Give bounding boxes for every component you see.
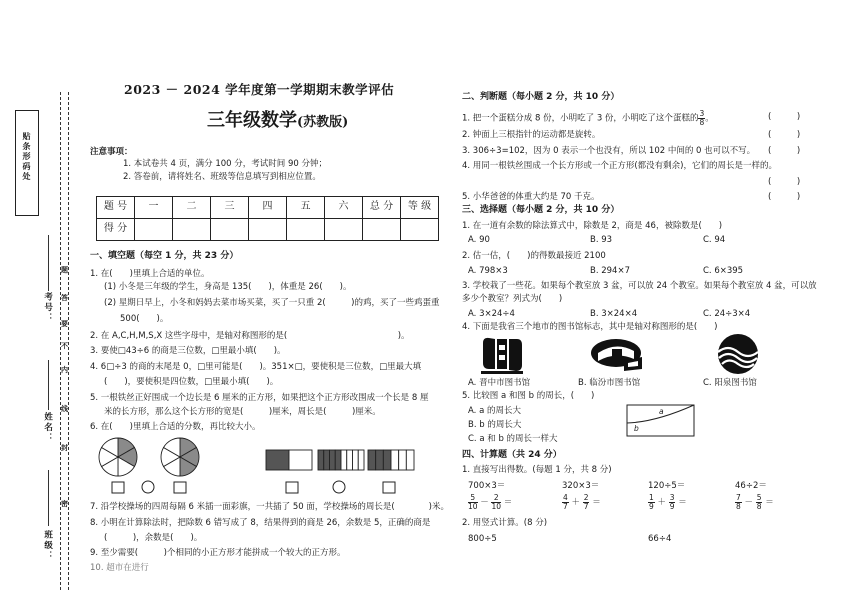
fraction-bar-c [368,450,414,470]
fraction-calc-item[interactable] [562,494,601,510]
question-text: 9. 至少需要( )个相同的小正方形才能拼成一个较大的正方形。 [90,548,346,558]
score-cell: 题 号 [97,197,135,219]
fraction [669,494,676,510]
question-text: 2. 用竖式计算。(8 分) [462,518,548,528]
question-text: 2. 钟面上三根指针的运动都是旋转。 [462,130,601,140]
score-input-cell[interactable] [211,219,249,241]
question-text: 多少个教室？列式为( ) [462,294,563,304]
fraction [648,494,655,510]
seal-line-inner [68,92,69,590]
answer-paren[interactable]: ( ) [768,177,801,187]
section3-heading: 三、选择题（每小题 2 分，共 10 分） [462,205,620,215]
class-label: 班级： [42,530,53,562]
score-table-header-row [97,197,439,219]
vertical-calc-item[interactable]: 66÷4 [648,534,672,544]
fraction-segment [376,450,384,470]
option-b[interactable]: B. 3×24×4 [590,309,638,319]
question-text: 4. 用同一根铁丝围成一个长方形或一个正方形(都没有剩余)，它们的周长是一样的。 [462,161,777,171]
seal-word: 题 [61,266,68,274]
barcode-label: 贴条形码处 [22,132,31,182]
option-b[interactable]: B. b 的周长大 [468,420,522,430]
score-input-cell[interactable] [401,219,439,241]
question-text: 4. 下面是我省三个地市的图书馆标志，其中是轴对称图形的是( ) [462,322,718,332]
seal-word: 要 [61,320,68,328]
score-input-cell[interactable] [173,219,211,241]
fraction-numerator: 3 [699,109,705,118]
equals-sign: ＝ [678,497,687,508]
calc-item[interactable]: 320×3＝ [562,481,600,491]
fraction-denominator: 7 [563,501,568,511]
question-text: ( )，余数是( )。 [104,533,203,543]
score-cell: 六 [325,197,363,219]
operator: ＋ [571,497,580,508]
score-cell: 三 [211,197,249,219]
option-c[interactable]: C. 24÷3×4 [703,309,751,319]
fraction-segment [266,450,289,470]
answer-box[interactable] [286,482,298,493]
option-c[interactable]: C. 94 [703,235,726,245]
fraction [491,494,501,510]
equals-sign: ＝ [592,497,601,508]
fraction-segment [399,450,407,470]
question-text [462,110,714,126]
exam-subtitle [207,110,348,133]
question-text: (2) 星期日早上，小冬和妈妈去菜市场买菜，买了一只重 2( )的鸡，买了一些鸡蛋重 [104,298,440,308]
fraction-denominator: 9 [649,501,654,511]
question-text: 6. 在( )里填上合适的分数，再比较大小。 [90,422,261,432]
question-text: 1. 把一个蛋糕分成 8 份，小明吃了 3 份，小明吃了这个蛋糕的 [462,113,699,124]
exam-no-label: 考号： [42,292,53,324]
option-c[interactable]: C. a 和 b 的周长一样大 [468,434,558,444]
fraction-calc-item[interactable] [468,494,512,510]
option-a[interactable]: A. 3×24÷4 [468,309,515,319]
fraction-segment [347,450,353,470]
seal-word: 内 [61,366,68,374]
option-b[interactable]: B. 93 [590,235,613,245]
option-a[interactable]: A. a 的周长大 [468,406,521,416]
fraction-numerator: 5 [756,493,762,502]
calc-item[interactable]: 700×3＝ [468,481,506,491]
fraction-numerator: 4 [563,493,568,502]
option-a[interactable]: A. 798×3 [468,266,508,276]
answer-paren[interactable]: ( ) [768,192,801,202]
seal-line-outer [60,92,61,590]
score-table-score-row [97,219,439,241]
fraction-numerator: 7 [736,493,741,502]
fraction-segment [341,450,347,470]
fraction-segment [391,450,399,470]
question-text: 1. 在( )里填上合适的单位。 [90,269,210,279]
answer-paren[interactable]: ( ) [768,146,801,156]
fraction-numerator: 3 [669,493,675,502]
score-cell: 得 分 [97,219,135,241]
question-text: 7. 沿学校操场的四周每隔 6 米插一面彩旗，一共插了 50 面，学校操场的周长是( )米。 [90,502,449,512]
fraction-denominator: 7 [583,501,589,511]
seal-word: 线 [61,405,68,413]
equals-sign: ＝ [503,497,513,508]
question-text: (1) 小冬是三年级的学生，身高是 135( )，体重是 26( )。 [104,282,352,292]
linfen-library-logo [588,335,644,375]
fraction-calc-item[interactable] [648,494,687,510]
fraction-segment [383,450,391,470]
fraction-figures [96,436,426,494]
answer-paren[interactable]: ( ) [768,112,801,122]
score-input-cell[interactable] [325,219,363,241]
fraction-segment [406,450,414,470]
section1-heading: 一、填空题（每空 1 分，共 23 分） [90,251,239,261]
fraction-segment [324,450,330,470]
option-c[interactable]: C. 6×395 [703,266,744,276]
option-b[interactable]: B. 294×7 [590,266,630,276]
option-a[interactable]: A. 晋中市图书馆 [468,378,531,388]
seal-word: 不 [61,342,68,350]
exam-title: 2023 － 2024 学年度第一学期期末教学评估 [124,82,395,97]
name-underline [48,360,49,410]
seal-word: 答 [61,294,68,302]
figure-label-a: a [659,407,664,416]
fraction-denominator: 8 [699,117,705,127]
edition-label: (苏教版) [297,115,349,130]
subject-title: 三年级数学 [207,110,297,131]
fraction-bar-b [318,450,364,470]
seal-word: 封 [61,444,68,452]
fraction-calc-item[interactable] [735,494,774,510]
score-cell: 一 [135,197,173,219]
answer-box[interactable] [174,482,186,493]
fraction-numerator: 2 [491,494,501,503]
notes-item: 2. 答卷前，请将姓名、班级等信息填写到相应位置。 [123,172,321,182]
score-cell: 总 分 [363,197,401,219]
fraction-denominator: 9 [669,501,675,511]
compare-circle[interactable] [333,481,345,493]
fraction [735,494,742,510]
question-text: 5. 一根铁丝正好围成一个边长是 6 厘米的正方形，如果把这个正方形改围成一个长是 8 厘 [90,393,429,403]
equals-sign: ＝ [765,497,774,508]
fraction [583,494,590,510]
fraction-circle-a [99,438,137,476]
option-b[interactable]: B. 临汾市图书馆 [578,378,641,388]
notes-item: 1. 本试卷共 4 页，满分 100 分，考试时间 90 分钟； [123,159,327,169]
fraction-segment [353,450,359,470]
fraction-segment [330,450,336,470]
yangquan-library-logo [716,332,760,376]
fraction-segment [368,450,376,470]
answer-paren[interactable]: ( ) [768,130,801,140]
fraction [756,494,763,510]
section2-heading: 二、判断题（每小题 2 分，共 10 分） [462,92,620,102]
fraction-denominator: 10 [468,501,478,511]
operator: － [744,497,753,508]
question-text: 2. 在 A,C,H,M,S,X 这些字母中，是轴对称图形的是( )。 [90,331,410,341]
question-text: 2. 估一估，( )的得数最接近 2100 [462,251,606,261]
fraction-denominator: 8 [756,501,762,511]
fraction-segment [335,450,341,470]
fraction-bar-a [266,450,312,470]
fraction-numerator: 5 [468,494,478,503]
question-text: 3. 要使□43÷6 的商是三位数，□里最小填( )。 [90,346,286,356]
question-text: 500( )。 [120,314,169,324]
fraction-numerator: 1 [649,493,654,502]
question-text: 。 [705,113,714,124]
score-cell: 五 [287,197,325,219]
seal-word: 密 [61,500,68,508]
section4-heading: 四、计算题（共 24 分） [462,450,562,460]
question-text: 3. 306÷3=102，因为 0 表示一个也没有，所以 102 中间的 0 也可以不写。 [462,146,756,156]
fraction-segment [318,450,324,470]
fraction-denominator: 10 [491,501,502,511]
fraction-numerator: 2 [583,493,589,502]
exam-no-underline [48,235,49,291]
fraction-segment [358,450,364,470]
fraction-segment [289,450,312,470]
score-cell: 二 [173,197,211,219]
fraction-circle-b [161,438,199,476]
compare-circle[interactable] [142,481,154,493]
class-underline [48,470,49,526]
question-text: ( )，要使积是四位数，□里最小填( )。 [104,377,279,387]
question-text: 8. 小明在计算除法时，把除数 6 错写成了 8，结果得到的商是 26，余数是 5，正确的商是 [90,518,431,528]
calc-item[interactable]: 120÷5＝ [648,481,686,491]
fraction-denominator: 8 [736,501,741,511]
score-table [96,196,439,241]
option-c[interactable]: C. 阳泉图书馆 [703,378,757,388]
score-cell: 四 [249,197,287,219]
operator: ＋ [657,497,666,508]
fraction [468,494,478,510]
calc-item[interactable]: 46÷2＝ [735,481,767,491]
answer-box[interactable] [383,482,395,493]
figure-label-b: b [634,424,639,433]
score-input-cell[interactable] [249,219,287,241]
question-text: 4. 6□÷3 的商的末尾是 0，□里可能是( )。351×□，要使积是三位数，□里最大填 [90,362,422,372]
score-cell: 等 级 [401,197,439,219]
answer-box[interactable] [112,482,124,493]
vertical-calc-item[interactable]: 800÷5 [468,534,497,544]
option-a[interactable]: A. 90 [468,235,490,245]
score-input-cell[interactable] [363,219,401,241]
jinzhong-library-logo [479,335,525,375]
score-input-cell[interactable] [287,219,325,241]
name-label: 姓名： [42,412,53,444]
notes-heading: 注意事项： [90,147,133,157]
operator: － [480,497,489,508]
fraction [562,494,569,510]
question-text: 5. 比较图 a 和图 b 的周长，( ) [462,391,595,401]
question-text: 米的长方形，那么这个长方形的宽是( )厘米，周长是( )厘米。 [104,407,381,417]
question-text: 1. 直接写出得数。(每题 1 分，共 8 分) [462,465,612,475]
score-input-cell[interactable] [135,219,173,241]
question-text: 3. 学校栽了一些花。如果每个教室放 3 盆，可以放 24 个教室。如果每个教室放 4 盆，可以放 [462,281,817,291]
question-text: 1. 在一道有余数的除法算式中，除数是 2，商是 46，被除数是( ) [462,221,723,231]
question-text: 10. 超市在进行 [90,563,149,573]
question-text: 5. 小华爸爸的体重大约是 70 千克。 [462,192,600,202]
